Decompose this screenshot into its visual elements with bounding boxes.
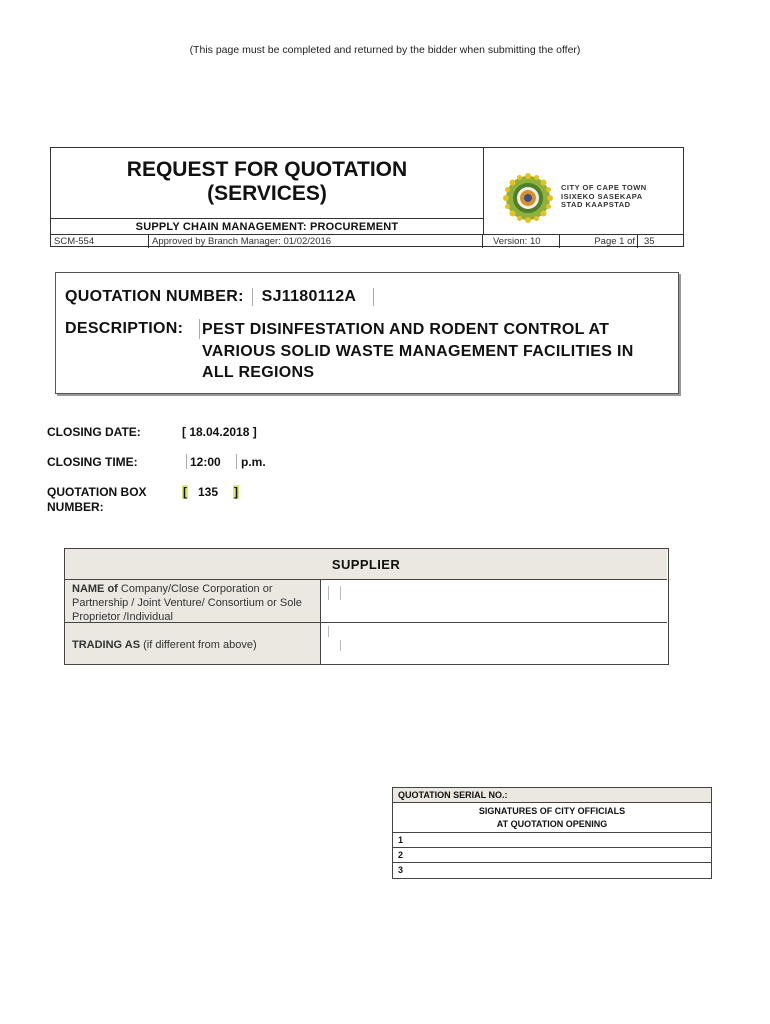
- version-label: Version: 10: [483, 235, 560, 248]
- instruction-note: (This page must be completed and returned by the bidder when submitting the offer): [189, 44, 581, 56]
- supplier-table: [64, 548, 669, 665]
- signatures-heading-line-1: SIGNATURES OF CITY OFFICIALS: [478, 806, 626, 816]
- logo-line-2: ISIXEKO SASEKAPA: [561, 191, 643, 201]
- quotation-number-value: SJ1180112A: [261, 288, 357, 306]
- signatures-heading: [393, 803, 711, 833]
- closing-time-value: 12:00: [190, 455, 221, 469]
- field-marker: [236, 454, 237, 469]
- serial-number-label: QUOTATION SERIAL NO.:: [393, 788, 711, 803]
- approval-note: Approved by Branch Manager: 01/02/2016: [149, 235, 483, 248]
- description-label: DESCRIPTION:: [65, 320, 184, 337]
- closing-date-label: CLOSING DATE:: [47, 425, 141, 439]
- logo-cell: [483, 148, 684, 234]
- quotation-box-label: [47, 485, 147, 515]
- box-bracket-open: [: [183, 485, 187, 499]
- field-marker: [199, 319, 200, 339]
- supplier-heading: SUPPLIER: [65, 549, 667, 580]
- signature-row-2[interactable]: 2: [393, 848, 711, 863]
- box-label-line-1: QUOTATION BOX: [47, 485, 147, 499]
- page-title: [51, 158, 483, 206]
- closing-time-suffix: p.m.: [241, 455, 266, 469]
- quotation-box: [55, 272, 679, 394]
- quotation-number-line: [65, 288, 378, 306]
- trading-as-label: [65, 623, 321, 664]
- form-code: SCM-554: [51, 235, 149, 248]
- quotation-box-number: 135: [198, 485, 219, 499]
- form-header: [50, 147, 684, 247]
- field-marker: [373, 288, 374, 306]
- city-logo-text: [561, 184, 647, 210]
- name-label-bold: NAME of: [72, 583, 118, 595]
- field-marker: [252, 288, 253, 306]
- signatures-heading-line-2: AT QUOTATION OPENING: [496, 819, 608, 829]
- page-total: 35: [644, 236, 655, 247]
- title-cell: [51, 148, 484, 218]
- field-marker: [340, 586, 341, 600]
- closing-date-value: [ 18.04.2018 ]: [182, 425, 257, 439]
- form-meta-row: [51, 234, 683, 248]
- city-logo-icon: [498, 168, 558, 228]
- trading-label-bold: TRADING AS: [72, 639, 141, 651]
- signature-row-3[interactable]: 3: [398, 865, 404, 875]
- logo-line-1: CITY OF CAPE TOWN: [561, 183, 647, 192]
- supplier-name-row: [65, 580, 667, 623]
- supplier-name-field[interactable]: [321, 580, 667, 622]
- closing-time-label: CLOSING TIME:: [47, 455, 138, 469]
- quotation-number-label: QUOTATION NUMBER:: [65, 288, 244, 306]
- page-label: Page 1 of: [560, 235, 638, 248]
- field-marker: [340, 640, 341, 651]
- signature-row-1[interactable]: 1: [393, 833, 711, 848]
- logo-line-3: STAD KAAPSTAD: [561, 200, 631, 209]
- department-subtitle: SUPPLY CHAIN MANAGEMENT: PROCUREMENT: [51, 218, 484, 235]
- trading-as-field[interactable]: [321, 623, 667, 664]
- trading-label-text: (if different from above): [143, 639, 257, 651]
- field-marker: [328, 626, 329, 637]
- field-marker: [328, 586, 329, 600]
- trading-as-row: [65, 623, 667, 664]
- field-marker: [186, 454, 187, 469]
- title-line-1: REQUEST FOR QUOTATION: [126, 158, 408, 181]
- signatures-table: [392, 787, 712, 879]
- box-bracket-close: ]: [234, 485, 238, 499]
- supplier-name-label: [65, 580, 321, 622]
- title-line-2: (SERVICES): [207, 182, 327, 205]
- description-value: PEST DISINFESTATION AND RODENT CONTROL AT VARIOUS SOLID WASTE MANAGEMENT FACILITIES IN ALL REGIONS: [202, 321, 634, 381]
- box-label-line-2: NUMBER:: [47, 500, 104, 514]
- name-label-text: Company/Close Corporation or Partnership / Joint Venture/ Consortium or Sole Proprietor /Individual: [72, 583, 302, 623]
